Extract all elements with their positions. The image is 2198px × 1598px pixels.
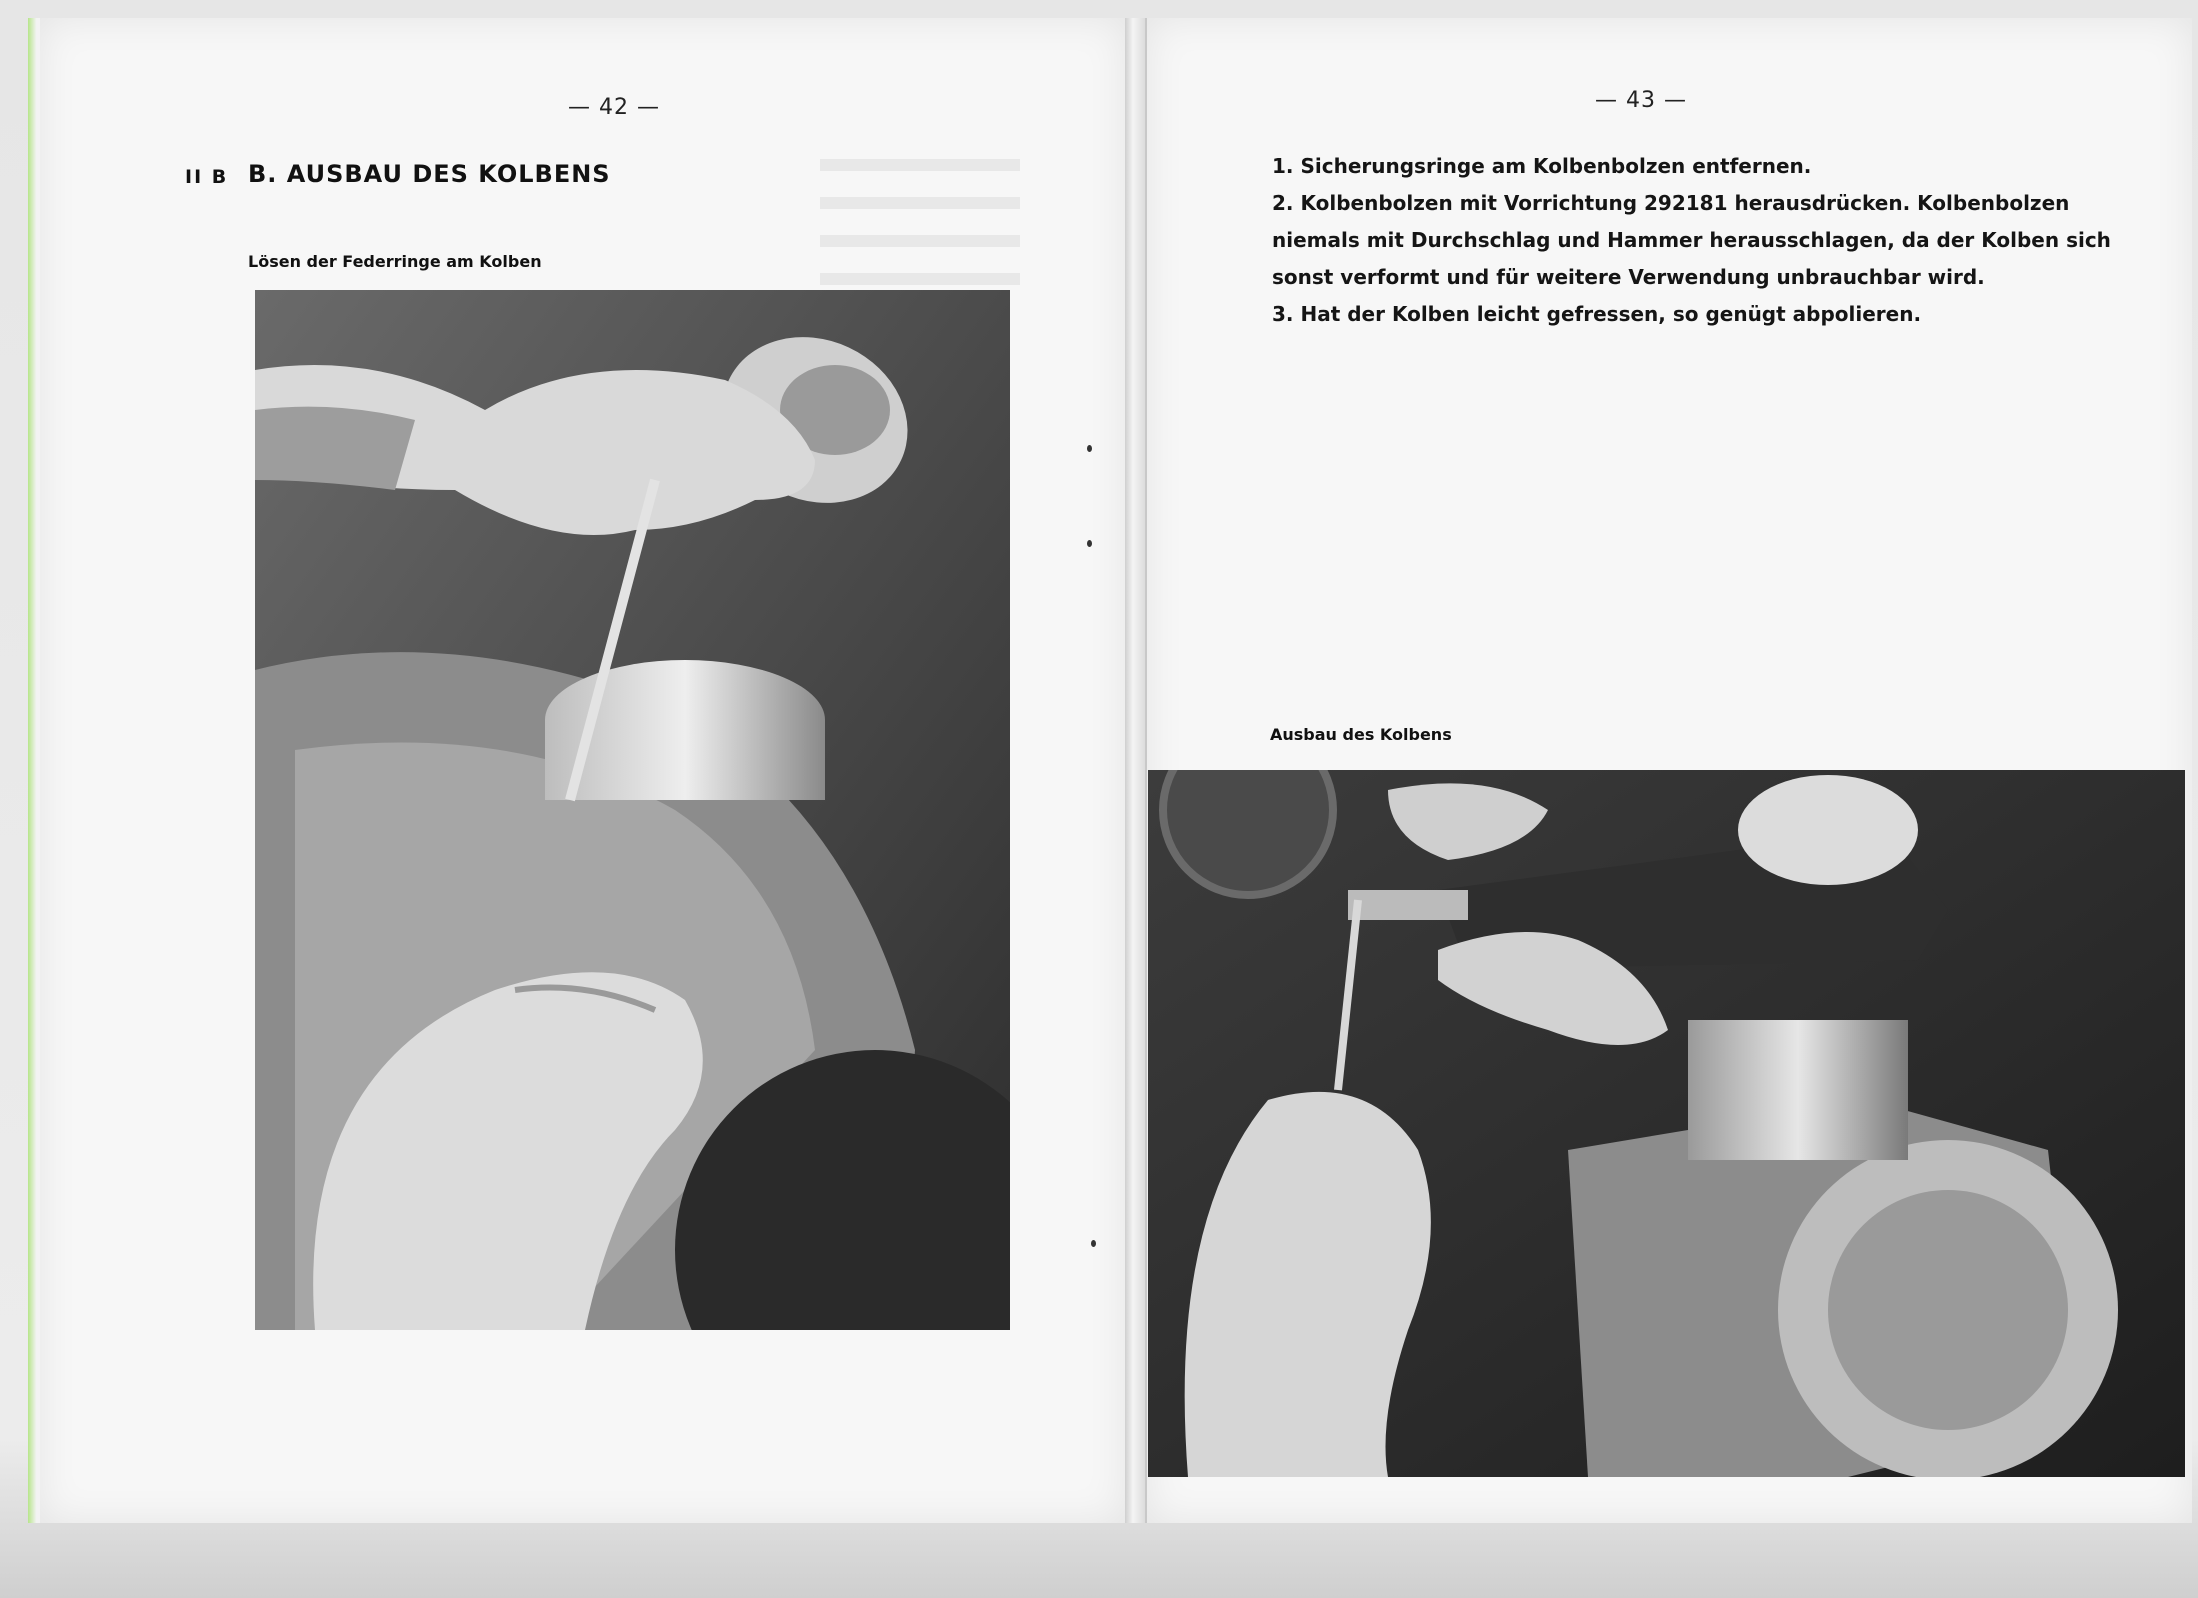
page-number-right: — 43 — [1595, 88, 1687, 113]
piston-spring-ring-photo [255, 290, 1010, 1330]
instruction-line: sonst verformt und für weitere Verwendung unbrauchbar wird. [1272, 265, 1985, 289]
page-number-left: — 42 — [568, 95, 660, 120]
show-through-text [820, 145, 1020, 311]
section-marker: II B [185, 166, 229, 188]
scan-speck [1091, 1240, 1096, 1247]
photo-illustration [255, 290, 1010, 1330]
section-heading: B. AUSBAU DES KOLBENS [248, 160, 611, 188]
scan-speck [1087, 445, 1092, 452]
instruction-line: 2. Kolbenbolzen mit Vorrichtung 292181 herausdrücken. Kolbenbolzen [1272, 191, 2070, 215]
scan-speck [1087, 540, 1092, 547]
figure-caption-right: Ausbau des Kolbens [1270, 725, 1452, 744]
instruction-line: 3. Hat der Kolben leicht gefressen, so genügt abpolieren. [1272, 302, 1922, 326]
figure-caption-left: Lösen der Federringe am Kolben [248, 252, 542, 271]
instruction-text [1272, 148, 2111, 333]
instruction-line: niemals mit Durchschlag und Hammer herausschlagen, da der Kolben sich [1272, 228, 2111, 252]
book-binding [1125, 18, 1145, 1523]
instruction-line: 1. Sicherungsringe am Kolbenbolzen entfernen. [1272, 154, 1812, 178]
piston-pin-press-photo [1148, 770, 2185, 1477]
photo-illustration [1148, 770, 2185, 1477]
